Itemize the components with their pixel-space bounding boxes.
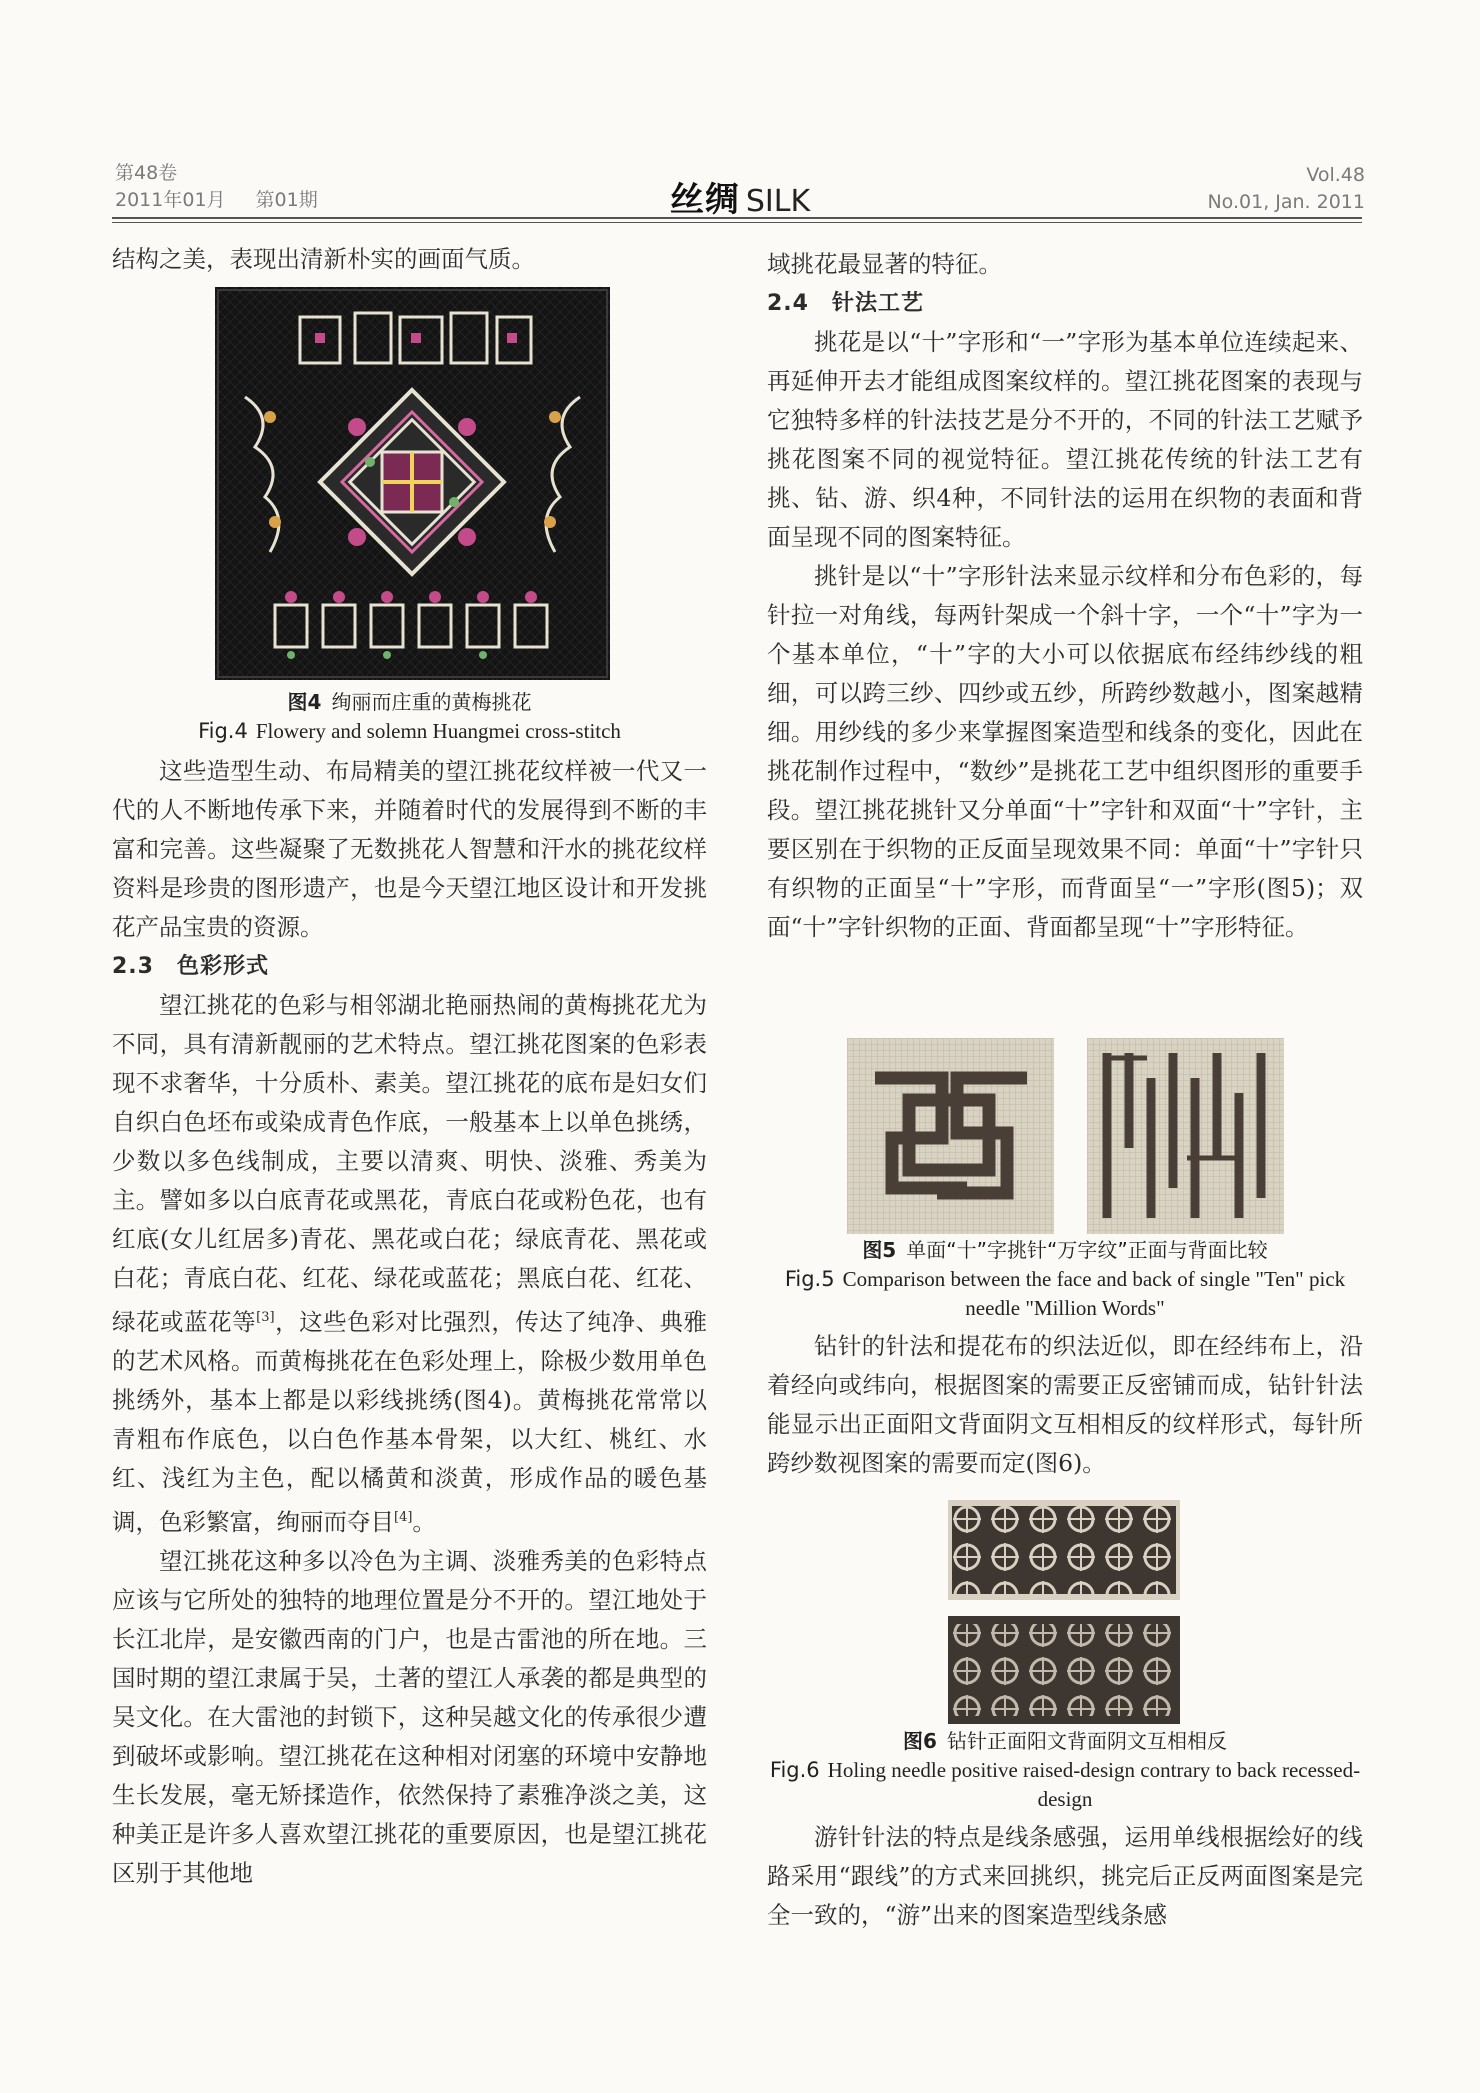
paragraph: 域挑花最显著的特征。 [767,250,1002,278]
figure-5-image-face [847,1038,1054,1234]
figure-6-caption-en: Holing needle positive raised-design contrary to back recessed-design [827,1758,1361,1811]
header-no-en: No.01, Jan. 2011 [1207,191,1365,213]
right-column-middle [767,1327,1363,1483]
figure-6-caption [767,1727,1363,1814]
journal-title-cn: 丝绸 [669,180,740,220]
citation: [4] [394,1509,413,1525]
figure-5-caption [767,1236,1363,1323]
journal-title-en: SILK [745,184,811,219]
section-heading-2-3: 2.3 色彩形式 [112,954,269,979]
paragraph: 挑花是以“十”字形和“一”字形为基本单位连续起来、再延伸开去才能组成图案纹样的。望江挑花图案的表现与它独特多样的针法技艺是分不开的，不同的针法工艺赋予挑花图案不同的视觉特征。望江挑花传统的针法工艺有挑、钻、游、织4种，不同针法的运用在织物的表面和背面呈现不同的图案特征。 [767,328,1363,551]
header-rule-thin [112,222,1362,223]
figure-5-number: 图5 [862,1238,897,1262]
figure-6-caption-cn: 钻针正面阳文背面阴文互相相反 [946,1729,1227,1753]
figure-6-image [948,1500,1180,1724]
figure-4-caption [112,688,707,746]
paragraph: 望江挑花的色彩与相邻湖北艳丽热闹的黄梅挑花尤为不同，具有清新靓丽的艺术特点。望江挑花图案的色彩表现不求奢华，十分质朴、素美。望江挑花的底布是妇女们自织白色坯布或染成青色作底，一般基本上以单色挑绣，少数以多色线制成，主要以清爽、明快、淡雅、秀美为主。譬如多以白底青花或黑花，青底白花或粉色花，也有红底(女儿红居多)青花、黑花或白花；绿底青花、黑花或白花；青底白花、红花、绿花或蓝花；黑底白花、红花、绿花或蓝花等[3]，这些色彩对比强烈，传达了纯净、典雅的艺术风格。而黄梅挑花在色彩处理上，除极少数用单色挑绣外，基本上都是以彩线挑绣(图4)。黄梅挑花常常以青粗布作底色，以白色作基本骨架，以大红、桃红、水红、浅红为主色，配以橘黄和淡黄，形成作品的暖色基调，色彩繁富，绚丽而夺目[4]。 [112,991,708,1536]
header-vol-en: Vol.48 [1306,164,1365,186]
header-date: 2011年01月 [115,189,226,211]
section-heading-2-4: 2.4 针法工艺 [767,291,924,316]
figure-4-number: 图4 [287,690,322,714]
figure-4-label-en: Fig.4 [198,719,248,743]
paragraph: 结构之美，表现出清新朴实的画面气质。 [112,245,535,273]
paragraph: 游针针法的特点是线条感强，运用单线根据绘好的线路采用“跟线”的方式来回挑织，挑完后正反两面图案是完全一致的，“游”出来的图案造型线条感 [767,1823,1363,1929]
paragraph: 望江挑花这种多以冷色为主调、淡雅秀美的色彩特点应该与它所处的独特的地理位置是分不开的。望江地处于长江北岸，是安徽西南的门户，也是古雷池的所在地。三国时期的望江隶属于吴，土著的望江人承袭的都是典型的吴文化。在大雷池的封锁下，这种吴越文化的传承很少遭到破坏或影响。望江挑花在这种相对闭塞的环境中安静地生长发展，毫无矫揉造作，依然保持了素雅净淡之美，这种美正是许多人喜欢望江挑花的重要原因，也是望江挑花区别于其他地 [112,1546,707,1887]
figure-5-label-en: Fig.5 [784,1267,835,1291]
figure-4-image [215,287,610,680]
figure-4-caption-en: Flowery and solemn Huangmei cross-stitch [255,719,621,743]
left-column-body [112,752,707,1893]
header-rule [112,217,1362,219]
header-right [1207,162,1365,216]
right-column-bottom [767,1818,1363,1935]
paragraph: 挑针是以“十”字形针法来显示纹样和分布色彩的，每针拉一对角线，每两针架成一个斜十字，一个“十”字为一个基本单位，“十”字的大小可以依据底布经纬纱线的粗细，可以跨三纱、四纱或五纱，所跨纱数越小，图案越精细。用纱线的多少来掌握图案造型和线条的变化，因此在挑花制作过程中，“数纱”是挑花工艺中组织图形的重要手段。望江挑花挑针又分单面“十”字针和双面“十”字针，主要区别在于织物的正反面呈现效果不同：单面“十”字针只有织物的正面呈“十”字形，而背面呈“一”字形(图5)；双面“十”字针织物的正面、背面都呈现“十”字形特征。 [767,562,1363,941]
figure-6-label-en: Fig.6 [769,1758,820,1782]
figure-4-caption-cn: 绚丽而庄重的黄梅挑花 [331,690,532,714]
right-column-top [767,245,1363,947]
paragraph: 钻针的针法和提花布的织法近似，即在经纬布上，沿着经向或纬向，根据图案的需要正反密铺而成，钻针针法能显示出正面阳文背面阴文互相相反的纹样形式，每针所跨纱数视图案的需要而定(图6)。 [767,1332,1363,1477]
figure-6-number: 图6 [903,1729,937,1753]
header-issue: 第01期 [255,189,318,211]
header-volume: 第48卷 [115,162,178,184]
figure-5-image-back [1087,1038,1284,1234]
left-column-top [112,240,707,279]
citation: [3] [256,1310,275,1325]
figure-5-caption-cn: 单面“十”字挑针“万字纹”正面与背面比较 [906,1238,1268,1262]
paragraph: 这些造型生动、布局精美的望江挑花纹样被一代又一代的人不断地传承下来，并随着时代的发展得到不断的丰富和完善。这些凝聚了无数挑花人智慧和汗水的挑花纹样资料是珍贵的图形遗产，也是今天望江地区设计和开发挑花产品宝贵的资源。 [112,757,707,941]
figure-5-caption-en: Comparison between the face and back of single "Ten" pick needle "Million Words" [842,1267,1346,1320]
